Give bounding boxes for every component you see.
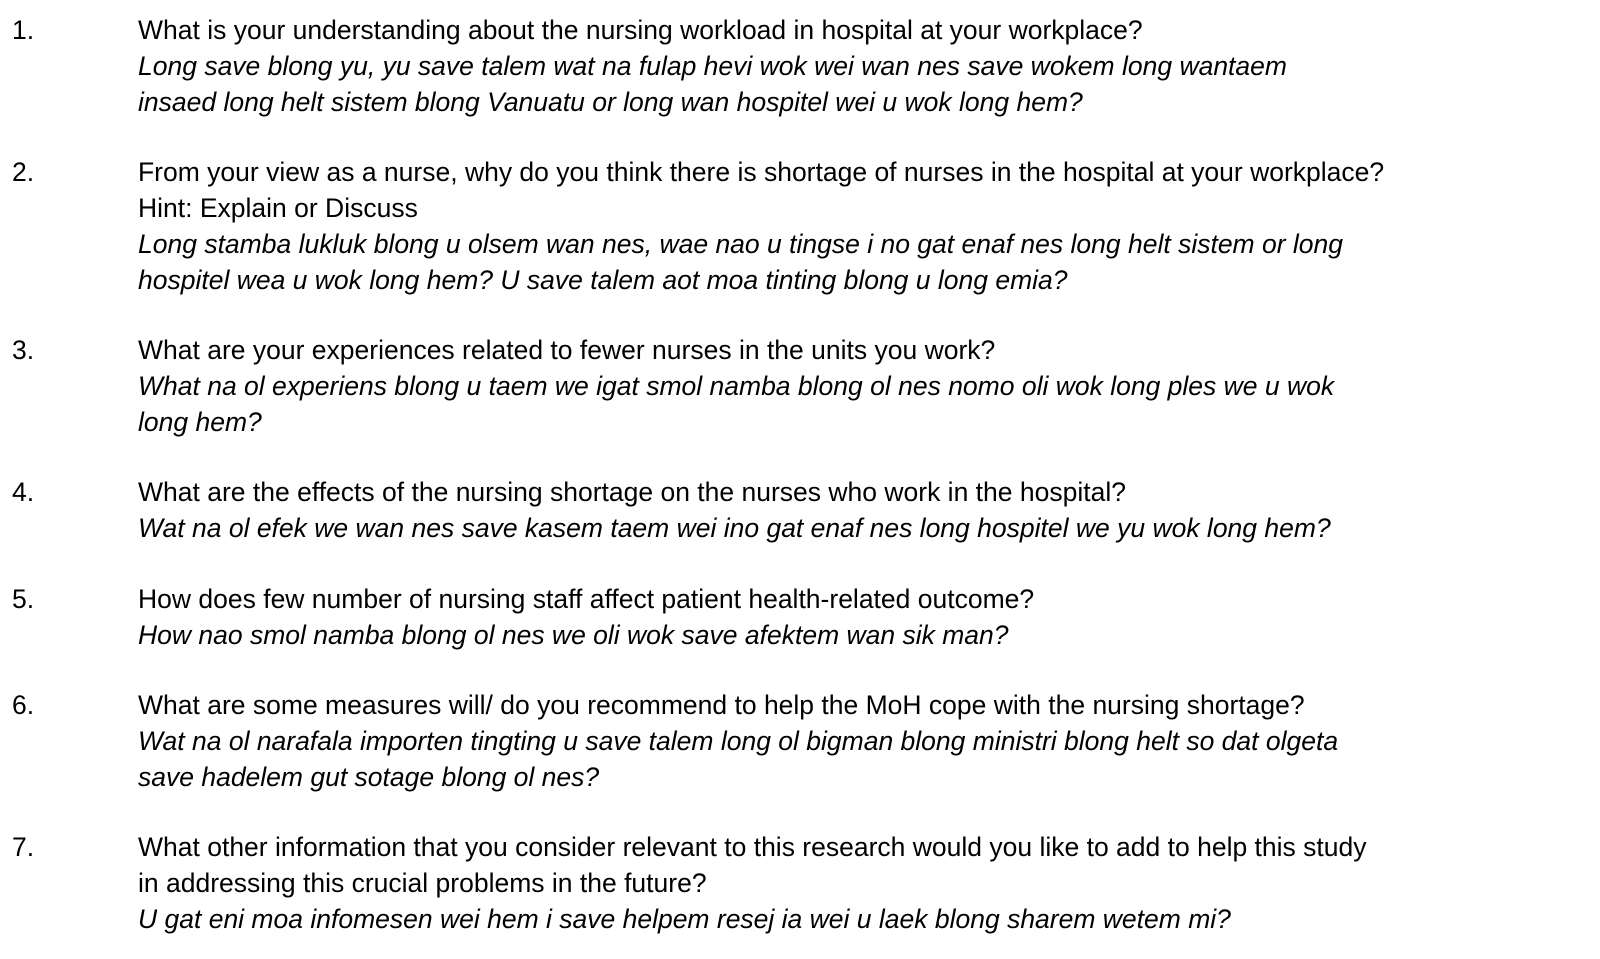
question-number: 6. — [12, 690, 35, 720]
question-text — [138, 581, 1598, 653]
bislama-line: insaed long helt sistem blong Vanuatu or long wan hospitel wei u wok long hem? — [138, 87, 1083, 117]
english-line: What is your understanding about the nursing workload in hospital at your workplace? — [138, 15, 1143, 45]
bislama-line: Long save blong yu, yu save talem wat na fulap hevi wok wei wan nes save wokem long wantaem — [138, 51, 1287, 81]
question-text — [138, 687, 1598, 795]
question-text — [138, 474, 1598, 546]
bislama-line: save hadelem gut sotage blong ol nes? — [138, 762, 600, 792]
english-line: How does few number of nursing staff affect patient health-related outcome? — [138, 584, 1035, 614]
bislama-line: long hem? — [138, 407, 262, 437]
bislama-line: How nao smol namba blong ol nes we oli wok save afektem wan sik man? — [138, 620, 1009, 650]
question-number: 5. — [12, 584, 35, 614]
english-line: in addressing this crucial problems in the future? — [138, 868, 707, 898]
english-line: From your view as a nurse, why do you think there is shortage of nurses in the hospital at your workplace? — [138, 157, 1385, 187]
english-line: What are the effects of the nursing shortage on the nurses who work in the hospital? — [138, 477, 1126, 507]
english-line: What are your experiences related to fewer nurses in the units you work? — [138, 335, 996, 365]
english-line: What other information that you consider relevant to this research would you like to add to help this study — [138, 832, 1367, 862]
question-text — [138, 154, 1598, 298]
question-number: 3. — [12, 335, 35, 365]
bislama-line: Wat na ol efek we wan nes save kasem taem wei ino gat enaf nes long hospitel we yu wok long hem? — [138, 513, 1331, 543]
question-number: 7. — [12, 832, 35, 862]
bislama-line: What na ol experiens blong u taem we igat smol namba blong ol nes nomo oli wok long ples we u wok — [138, 371, 1335, 401]
bislama-line: U gat eni moa infomesen wei hem i save helpem resej ia wei u laek blong sharem wetem mi? — [138, 904, 1231, 934]
question-text — [138, 829, 1598, 937]
question-number: 2. — [12, 157, 35, 187]
bislama-line: Wat na ol narafala importen tingting u save talem long ol bigman blong ministri blong helt so dat olgeta — [138, 726, 1339, 756]
question-text — [138, 332, 1598, 440]
question-number: 1. — [12, 15, 35, 45]
bislama-line: Long stamba lukluk blong u olsem wan nes, wae nao u tingse i no gat enaf nes long helt sistem or long — [138, 229, 1344, 259]
hint-line: Hint: Explain or Discuss — [138, 193, 418, 223]
question-text — [138, 12, 1598, 120]
english-line: What are some measures will/ do you recommend to help the MoH cope with the nursing shortage? — [138, 690, 1305, 720]
bislama-line: hospitel wea u wok long hem? U save talem aot moa tinting blong u long emia? — [138, 265, 1068, 295]
question-number: 4. — [12, 477, 35, 507]
